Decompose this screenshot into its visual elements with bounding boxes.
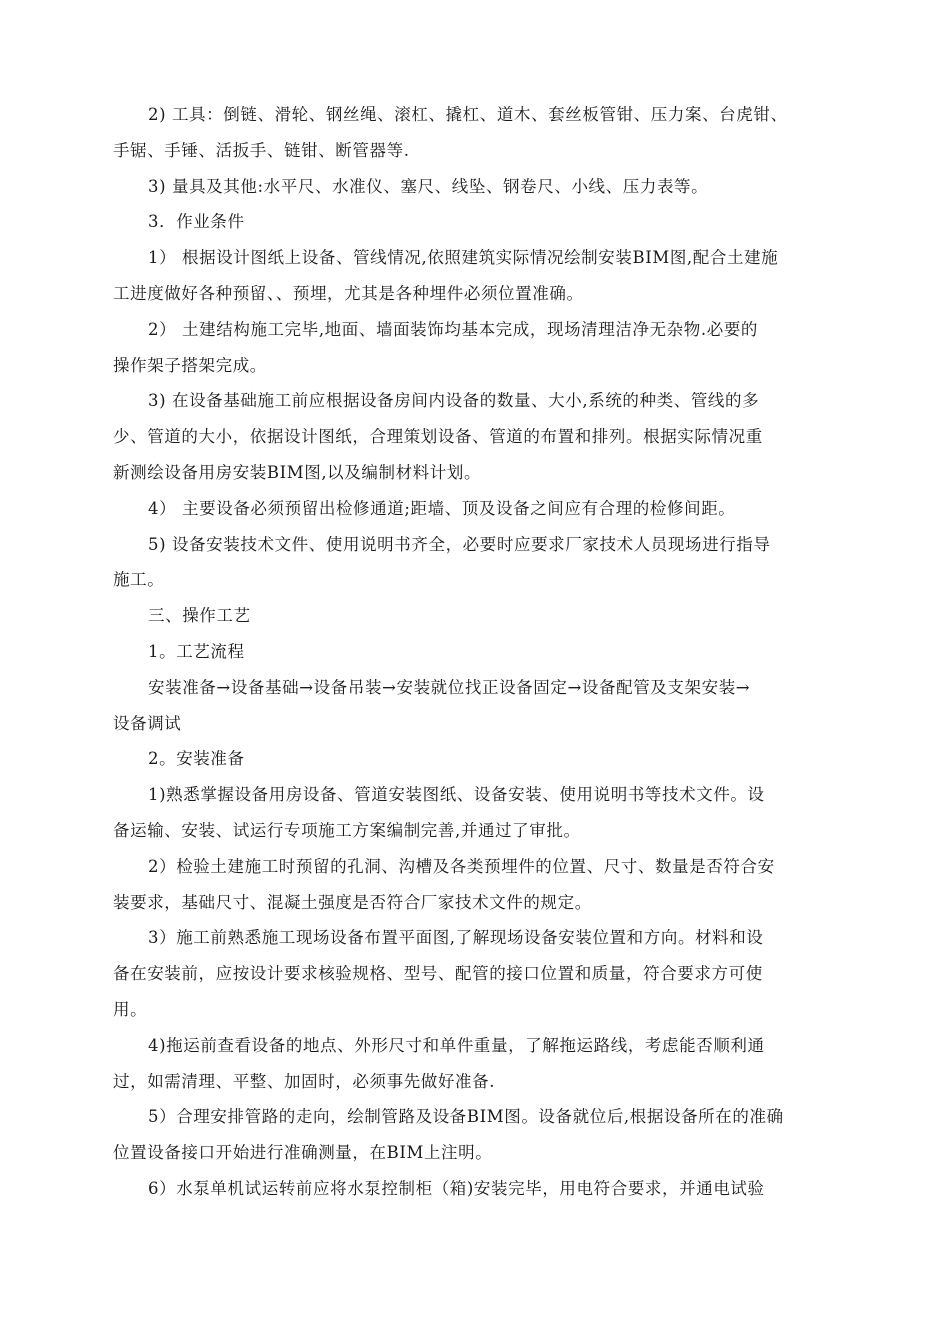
text-line: 少、管道的大小，依据设计图纸，合理策划设备、管道的布置和排列。根据实际情况重 (113, 427, 763, 447)
text-line: 安装准备→设备基础→设备吊装→安装就位找正设备固定→设备配管及支架安装→ (148, 677, 751, 697)
paragraph (113, 634, 865, 670)
paragraph (113, 169, 865, 205)
paragraph (113, 1171, 865, 1207)
text-line: 5）合理安排管路的走向，绘制管路及设备BIM图。设备就位后,根据设备所在的准确 (148, 1107, 784, 1127)
text-line: 备在安装前，应按设计要求核验规格、型号、配管的接口位置和质量，符合要求方可使 (113, 964, 763, 984)
text-line: 5) 设备安装技术文件、使用说明书齐全，必要时应要求厂家技术人员现场进行指导 (148, 534, 771, 554)
paragraph (113, 204, 865, 240)
text-line: 过，如需清理、平整、加固时，必须事先做好准备. (113, 1071, 496, 1091)
paragraph (113, 491, 865, 527)
text-line: 1。工艺流程 (148, 641, 245, 661)
body-text (113, 97, 865, 1207)
text-line: 手锯、手锤、活扳手、链钳、断管器等. (113, 140, 410, 160)
paragraph (113, 527, 865, 599)
text-line: 3) 量具及其他:水平尺、水准仪、塞尺、线坠、钢卷尺、小线、压力表等。 (148, 176, 709, 196)
text-line: 装要求，基础尺寸、混凝土强度是否符合厂家技术文件的规定。 (113, 892, 592, 912)
text-line: 3）施工前熟悉施工现场设备布置平面图,了解现场设备安装位置和方向。材料和设 (148, 928, 764, 948)
text-line: 新测绘设备用房安装BIM图,以及编制材料计划。 (113, 462, 482, 482)
text-line: 三、操作工艺 (148, 606, 251, 626)
text-line: 3) 在设备基础施工前应根据设备房间内设备的数量、大小,系统的种类、管线的多 (148, 391, 760, 411)
paragraph (113, 741, 865, 777)
text-line: 2）检验土建施工时预留的孔洞、沟槽及各类预埋件的位置、尺寸、数量是否符合安 (148, 856, 775, 876)
text-line: 2) 工具：倒链、滑轮、钢丝绳、滚杠、撬杠、道木、套丝板管钳、压力案、台虎钳、 (148, 105, 788, 124)
paragraph (113, 312, 865, 384)
text-line: 备运输、安装、试运行专项施工方案编制完善,并通过了审批。 (113, 820, 581, 840)
paragraph (113, 240, 865, 312)
text-line: 1） 根据设计图纸上设备、管线情况,依照建筑实际情况绘制安装BIM图,配合土建施 (148, 248, 779, 268)
paragraph (113, 777, 865, 849)
paragraph (113, 670, 865, 742)
paragraph (113, 97, 865, 169)
text-line: 设备调试 (113, 713, 182, 733)
text-line: 施工。 (113, 570, 165, 590)
text-line: 1)熟悉掌握设备用房设备、管道安装图纸、设备安装、使用说明书等技术文件。设 (148, 785, 765, 805)
text-line: 工进度做好各种预留、、预埋，尤其是各种埋件必须位置准确。 (113, 283, 584, 303)
text-line: 2） 土建结构施工完毕,地面、墙面装饰均基本完成，现场清理洁净无杂物.必要的 (148, 319, 759, 339)
text-line: 4)拖运前查看设备的地点、外形尺寸和单件重量，了解拖运路线，考虑能否顺利通 (148, 1035, 765, 1055)
text-line: 用。 (113, 999, 148, 1019)
paragraph (113, 849, 865, 921)
paragraph (113, 1099, 865, 1171)
text-line: 位置设备接口开始进行准确测量，在BIM上注明。 (113, 1143, 493, 1163)
paragraph (113, 383, 865, 490)
paragraph (113, 598, 865, 634)
text-line: 操作架子搭架完成。 (113, 355, 267, 375)
text-line: 4） 主要设备必须预留出检修通道;距墙、顶及设备之间应有合理的检修间距。 (148, 498, 736, 518)
paragraph (113, 920, 865, 1027)
text-line: 3．作业条件 (148, 212, 245, 232)
text-line: 2。安装准备 (148, 749, 245, 769)
paragraph (113, 1028, 865, 1100)
text-line: 6）水泵单机试运转前应将水泵控制柜（箱)安装完毕，用电符合要求，并通电试验 (148, 1178, 765, 1198)
